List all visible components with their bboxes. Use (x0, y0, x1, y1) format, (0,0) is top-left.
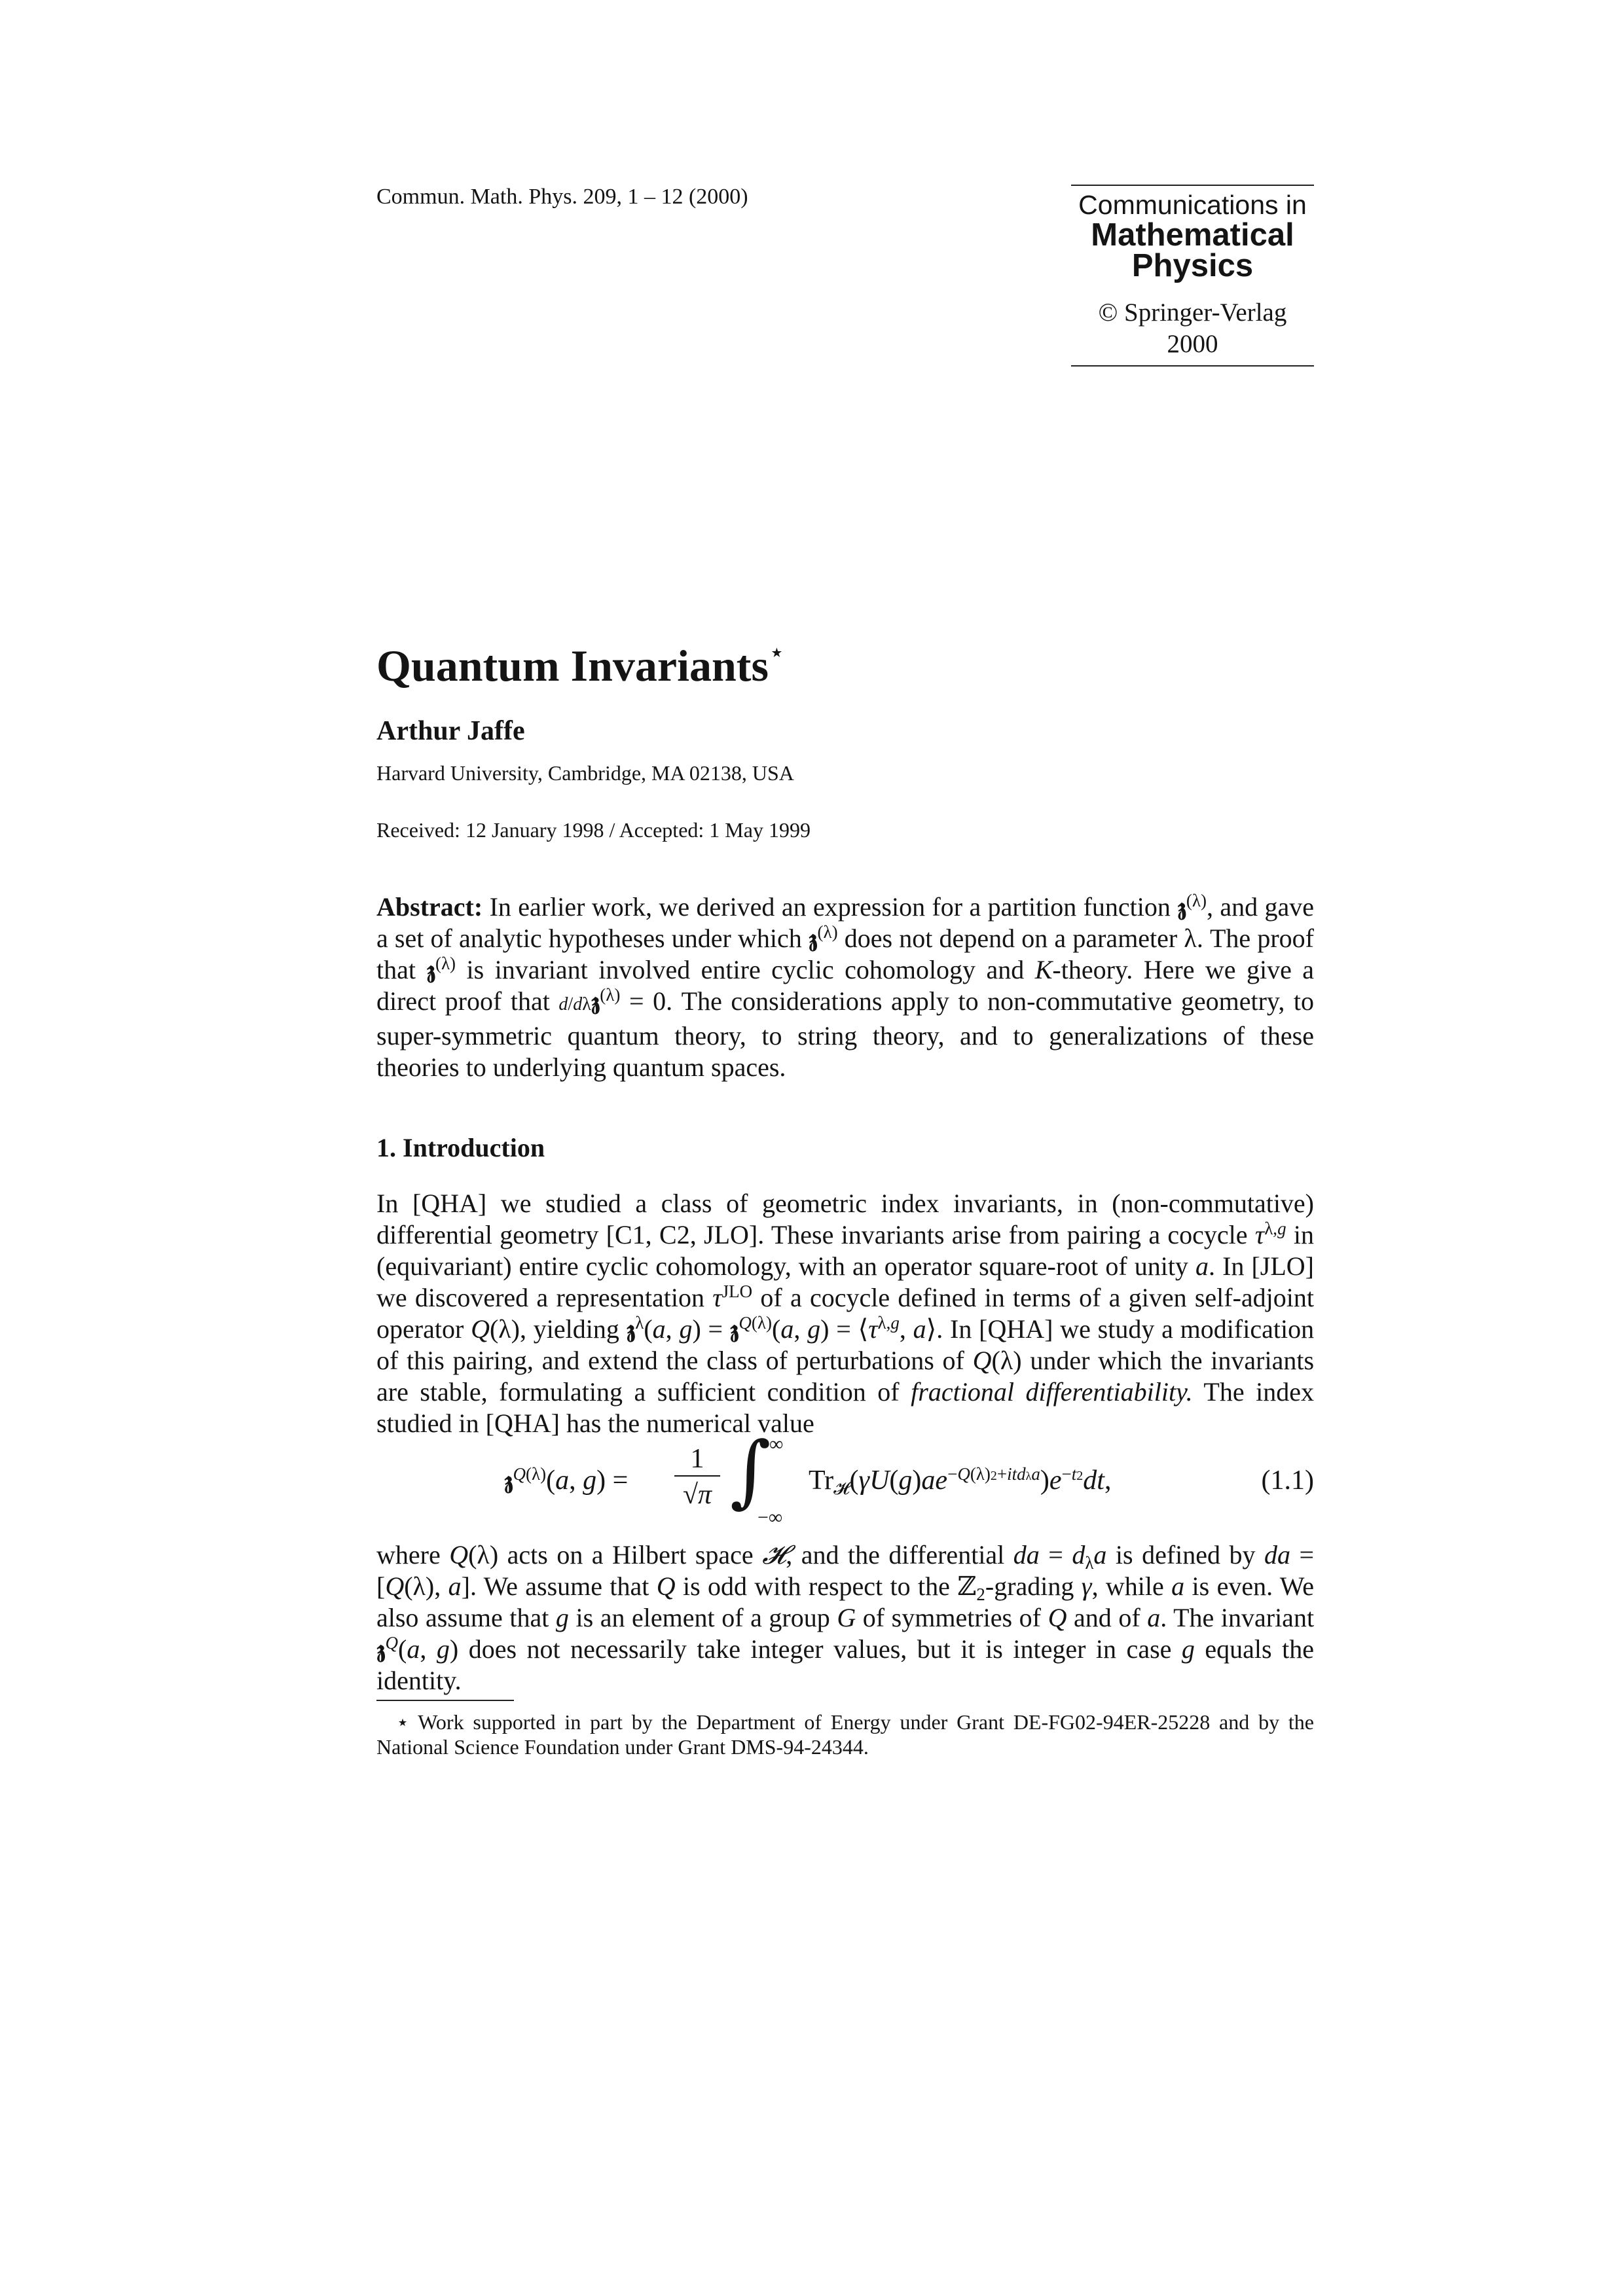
paper-title-text: Quantum Invariants (376, 641, 769, 691)
intro-text-f: . In [QHA] we study a modification of this pairing, and extend the class of perturbations of (376, 1314, 1315, 1375)
title-footnote-mark: ⋆ (768, 637, 785, 668)
journal-brand (1071, 185, 1314, 367)
abstract-text-1: In earlier work, we derived an expression for a partition function (489, 892, 1171, 922)
paper-title (376, 637, 785, 692)
intro2-text-b: acts on a Hilbert space (507, 1540, 754, 1570)
abstract-label: Abstract: (376, 892, 483, 922)
intro-text-e: , yielding (520, 1314, 619, 1344)
equation-lhs: 𝖟$^{Q(\lambda)}$(a, g) = (504, 1464, 629, 1496)
intro2-text-h: , while (1091, 1571, 1164, 1601)
section-heading-introduction: 1. Introduction (376, 1133, 545, 1162)
footnote (376, 1710, 1314, 1759)
integral-upper-limit: ∞ (769, 1433, 784, 1455)
intro2-text-n: does not necessarily take integer values, but it is integer in case (468, 1634, 1172, 1664)
intro2-text-a: where (376, 1540, 441, 1570)
intro2-text-l: and of (1074, 1603, 1140, 1632)
abstract: Abstract: In earlier work, we derived an expression for a partition function 𝖟$^{(\lambda)}$, and gave a set of analytic hypotheses under which 𝖟$^{(\lambda)}$ does not depend on a parameter λ. The proof that 𝖟$^{(\lambda)}$ is invariant involved entire cyclic cohomology and K-theory. Here we give a direct proof that d/dλ𝖟$^{(\lambda)}$ = 0. The considerations apply to non-commutative geometry, to super-symmetric quantum theory, to string theory, and to generalizations of these theories to underlying quantum spaces. (376, 891, 1315, 1082)
brand-line-physics: Physics (1131, 248, 1254, 283)
intro-text-emphasis: fractional differentiability. (911, 1377, 1193, 1407)
footnote-text: Work supported in part by the Department of Energy under Grant DE-FG02-94ER-25228 and by the National Science Foundation under Grant DMS-94-24344. (376, 1710, 1315, 1759)
equation-number: (1.1) (1261, 1465, 1314, 1496)
abstract-text-2: , and gave a set of analytic hypotheses under which (376, 892, 1315, 953)
intro2-text-i: is even. We also assume that (376, 1571, 1315, 1632)
intro2-text-j: is an element of a group (575, 1603, 830, 1632)
intro-text-d: of a cocycle defined in terms of a given self-adjoint operator (376, 1283, 1314, 1344)
intro2-text-g: -grading (985, 1571, 1074, 1601)
brand-line-communications: Communications in (1078, 190, 1307, 220)
abstract-text-3: does not depend on a parameter λ. The proof that (376, 924, 1315, 984)
intro-text-a: In [QHA] we studied a class of geometric index invariants, in (non-commutative) differential geometry [C1, C2, JLO]. These invariants arise from pairing a cocycle (376, 1189, 1314, 1249)
footnote-rule (376, 1700, 514, 1701)
brand-line-mathematical: Mathematical (1091, 217, 1294, 253)
received-accepted-dates: Received: 12 January 1998 / Accepted: 1 May 1999 (376, 818, 811, 842)
abstract-text-5: -theory. Here we give a direct proof that (376, 955, 1315, 1016)
copyright-notice: © Springer-Verlag 2000 (1098, 298, 1287, 358)
intro2-text-c: , and the differential (786, 1540, 1005, 1570)
abstract-text-4: is invariant involved entire cyclic cohomology and (466, 955, 1025, 984)
equation-rhs: $Tr_𝓗(\gamma U(g)ae^{-Q(\lambda)2+itd\lambda a})e^{-t2}dt$, (809, 1464, 1112, 1498)
intro-text-g: under which the invariants are stable, formulating a sufficient condition of (376, 1346, 1315, 1407)
intro-paragraph-2: where Q(λ) acts on a Hilbert space 𝓗, and the differential da = $d_\lambda a$ is defined by da = [Q(λ), a]. We assume that Q is odd with respect to the ℤ$_2$-grading γ, while a is even. We also assume that g is an element of a group G of symmetries of Q and of a. The invariant 𝖟$^Q$(a, g) does not necessarily take integer values, but it is integer in case g equals the identity. (376, 1540, 1315, 1695)
intro2-text-m: . The invariant (1160, 1603, 1315, 1632)
equation-1-1 (376, 1426, 1314, 1535)
intro2-text-o: equals the identity. (376, 1634, 1314, 1695)
intro2-text-d: is defined by (1115, 1540, 1256, 1570)
intro2-text-e: . We assume that (469, 1571, 649, 1601)
abstract-text-6: = 0. The considerations apply to non-commutative geometry, to super-symmetric quantum theory, to string theory, and to generalizations of these theories to underlying quantum spaces. (376, 986, 1315, 1082)
footnote-mark: ⋆ (396, 1710, 410, 1734)
affiliation: Harvard University, Cambridge, MA 02138, USA (376, 761, 794, 785)
intro-text-c: . In [JLO] we discovered a representation (376, 1251, 1315, 1312)
author-name: Arthur Jaffe (376, 716, 525, 746)
intro-text-b: in (equivariant) entire cyclic cohomology, with an operator square-root of unity (376, 1220, 1315, 1281)
intro2-text-f: is odd with respect to the (683, 1571, 950, 1601)
intro-text-i: The index studied in [QHA] has the numerical value (376, 1377, 1314, 1438)
integral-sign: ∫ (730, 1426, 771, 1516)
integral-lower-limit: −∞ (757, 1507, 783, 1528)
equation-fraction: $\frac{1}{√\pi}$ (674, 1443, 720, 1513)
journal-reference: Commun. Math. Phys. 209, 1 – 12 (2000) (376, 185, 748, 209)
intro-paragraph-1: In [QHA] we studied a class of geometric index invariants, in (non-commutative) differential geometry [C1, C2, JLO]. These invariants arise from pairing a cocycle $\tau^{\lambda,g}$ in (equivariant) entire cyclic cohomology, with an operator square-root of unity a. In [JLO] we discovered a representation $\tau^{JLO}$ of a cocycle defined in terms of a given self-adjoint operator Q(λ), yielding 𝖟$^\lambda$(a, g) = 𝖟$^{Q(\lambda)}$(a, $g) = ⟨\tau^{\lambda,g}$, a⟩. In [QHA] we study a modification of this pairing, and extend the class of perturbations of Q(λ) under which the invariants are stable, formulating a sufficient condition of fractional differentiability. The index studied in [QHA] has the numerical value (376, 1189, 1315, 1438)
intro2-text-k: of symmetries of (862, 1603, 1041, 1632)
